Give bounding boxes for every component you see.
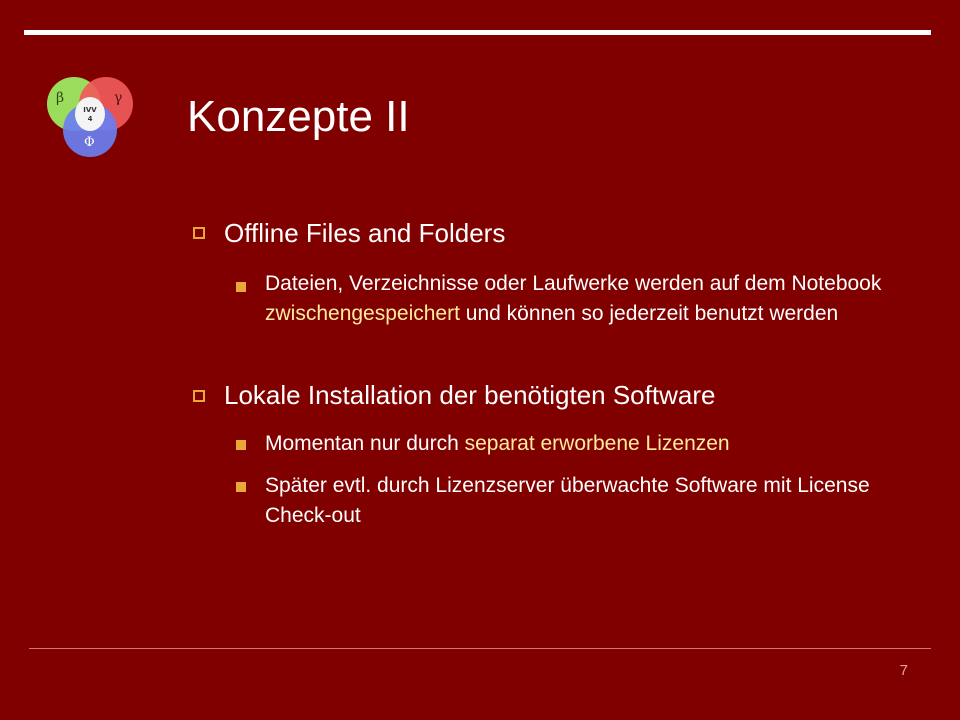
logo-text-line2: 4 xyxy=(87,115,93,123)
sub-bullet-momentan xyxy=(265,429,905,459)
logo-gamma: γ xyxy=(114,90,123,106)
square-bullet-icon xyxy=(236,482,246,492)
hollow-square-bullet-icon xyxy=(193,227,205,239)
logo-phi: Φ xyxy=(84,135,95,150)
sub-bullet-spaeter-text: Später evtl. durch Lizenzserver überwachte Software mit License Check-out xyxy=(265,474,870,527)
highlight-separat-lizenzen: separat erworbene Lizenzen xyxy=(464,432,730,455)
sub-bullet-dateien-text-a: Dateien, Verzeichnisse oder Laufwerke werden auf dem Notebook xyxy=(265,272,882,295)
square-bullet-icon xyxy=(236,440,246,450)
sub-bullet-dateien-text-b: und können so jederzeit benutzt werden xyxy=(459,302,839,325)
bottom-divider xyxy=(29,648,931,649)
slide-title: Konzepte II xyxy=(187,92,410,141)
sub-bullet-dateien xyxy=(265,269,905,329)
bullet-offline-files: Offline Files and Folders xyxy=(224,218,506,248)
sub-bullet-spaeter xyxy=(265,471,905,531)
hollow-square-bullet-icon xyxy=(193,390,205,402)
logo-beta: β xyxy=(56,90,65,106)
square-bullet-icon xyxy=(236,282,246,292)
bullet-lokale-installation: Lokale Installation der benötigten Software xyxy=(224,380,716,410)
page-number: 7 xyxy=(899,662,908,679)
highlight-zwischengespeichert: zwischengespeichert xyxy=(265,302,460,325)
sub-bullet-momentan-text-a: Momentan nur durch xyxy=(265,432,465,455)
logo-text-line1: IVV xyxy=(83,106,97,114)
